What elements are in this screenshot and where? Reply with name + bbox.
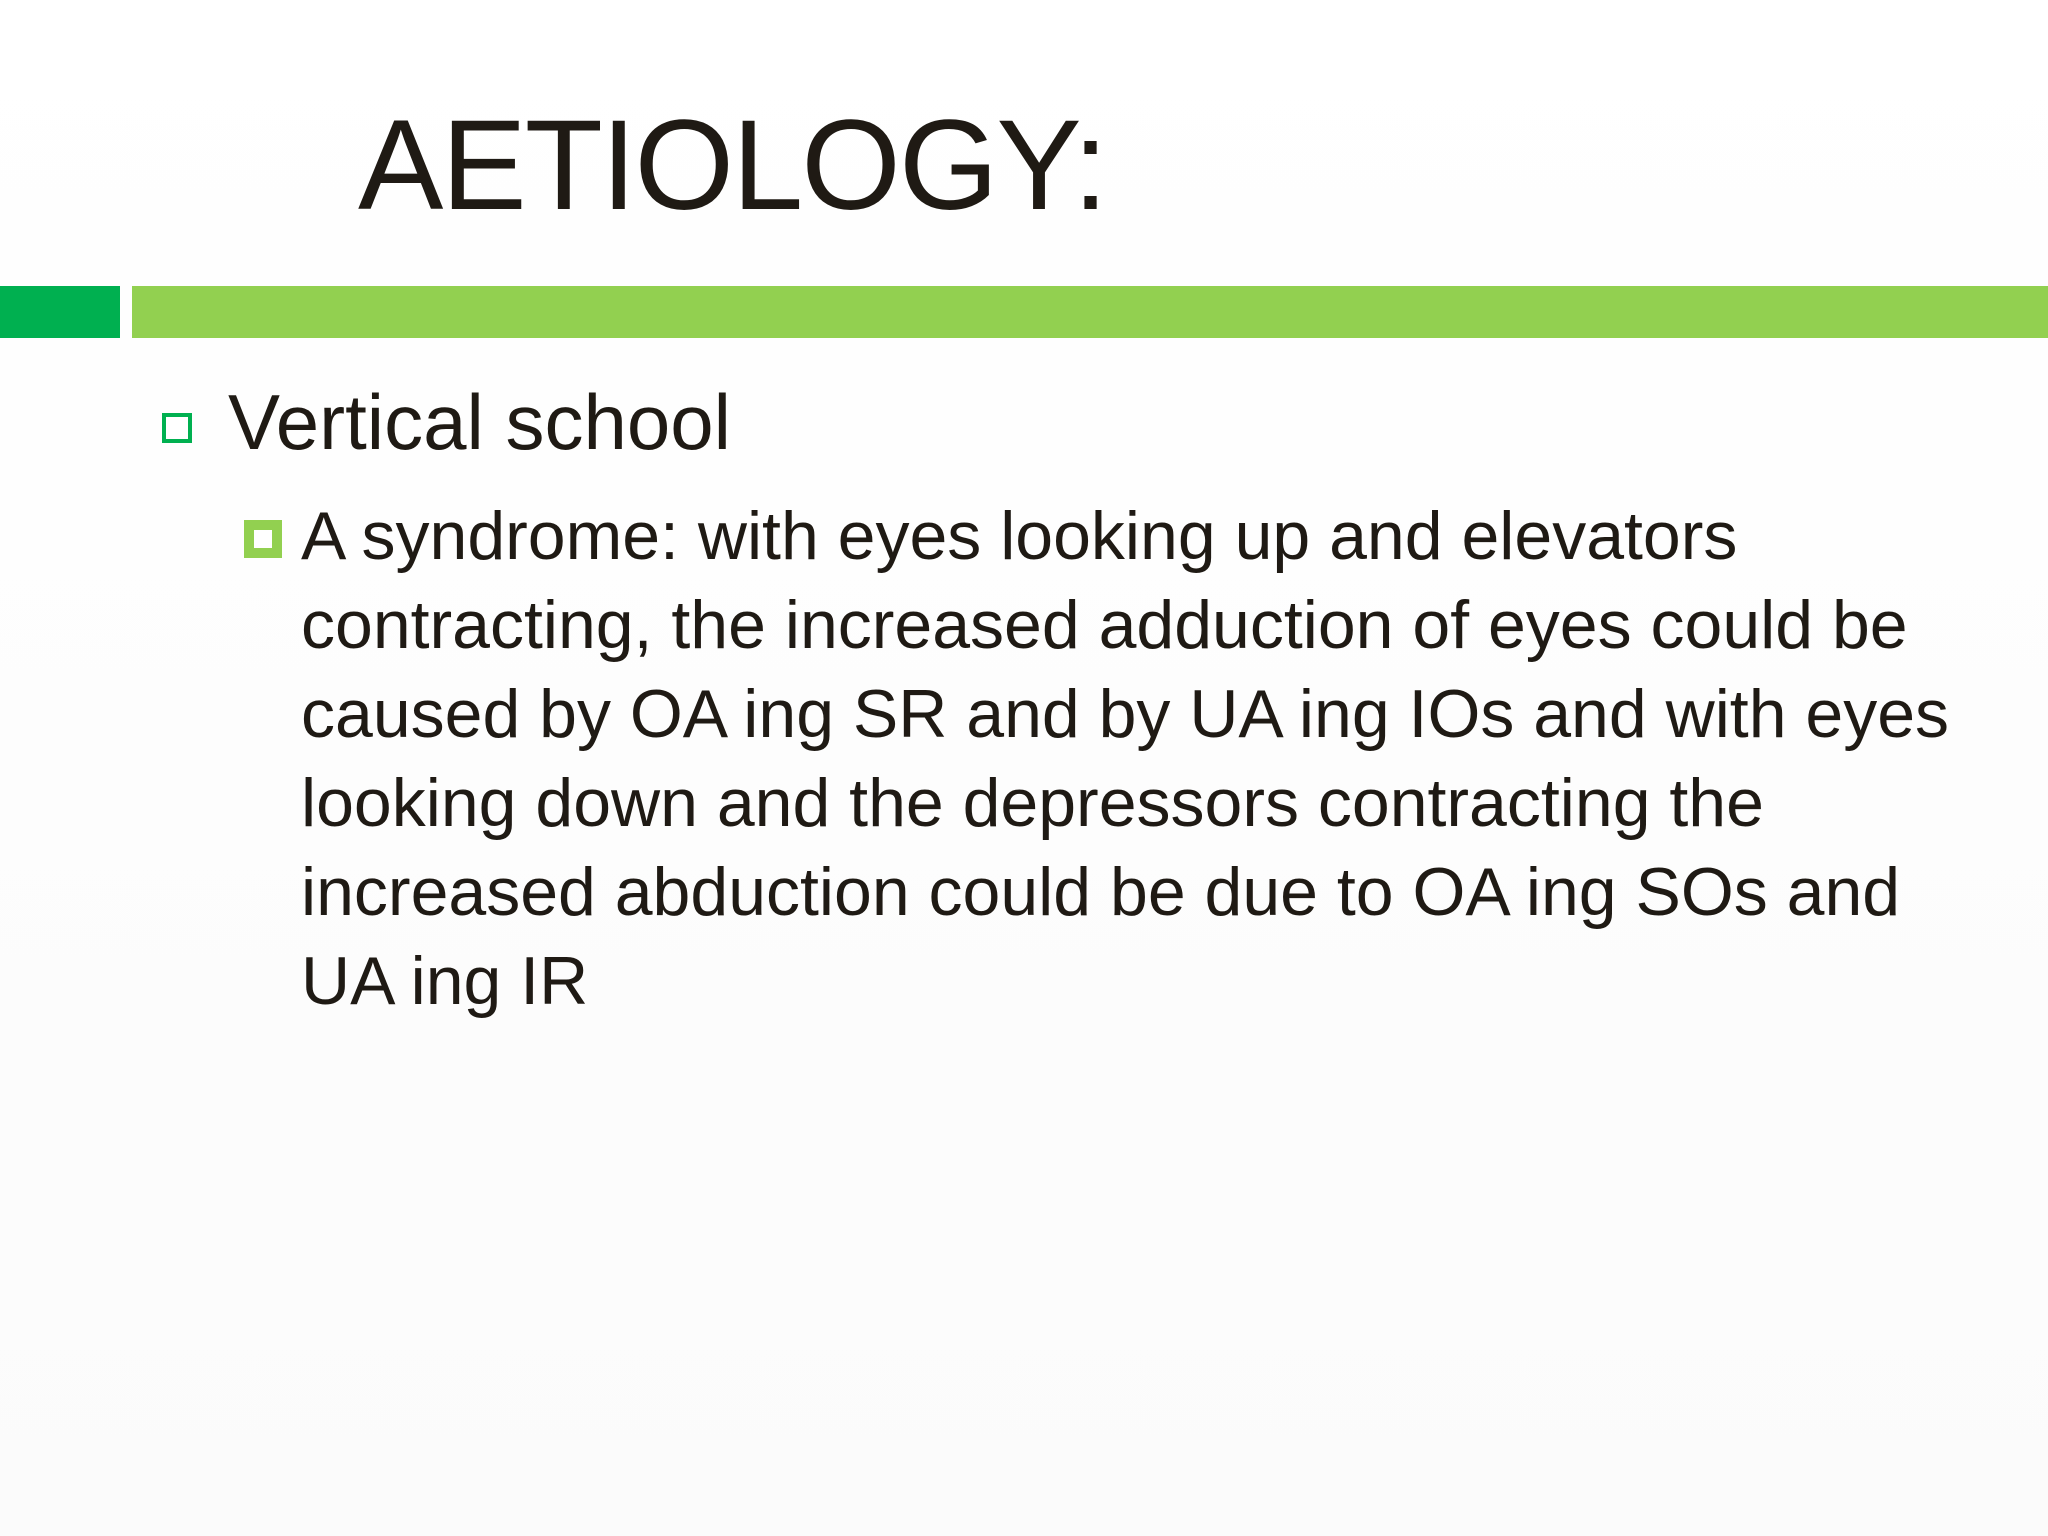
title-divider-dark-segment [0,286,120,338]
title-divider-light-segment [132,286,2048,338]
slide-title: AETIOLOGY: [358,94,1107,237]
bullet-level1-text: Vertical school [228,378,731,466]
filled-square-bullet-icon [244,520,282,558]
bullet-level2-text: A syndrome: with eyes looking up and elevators contracting, the increased adduction of eyes could be caused by OA ing SR and by UA ing IOs and with eyes looking down and the depressors contracting the increased abduction could be due to OA ing SOs and UA ing IR [301,498,1950,1019]
square-bullet-icon [162,413,192,443]
